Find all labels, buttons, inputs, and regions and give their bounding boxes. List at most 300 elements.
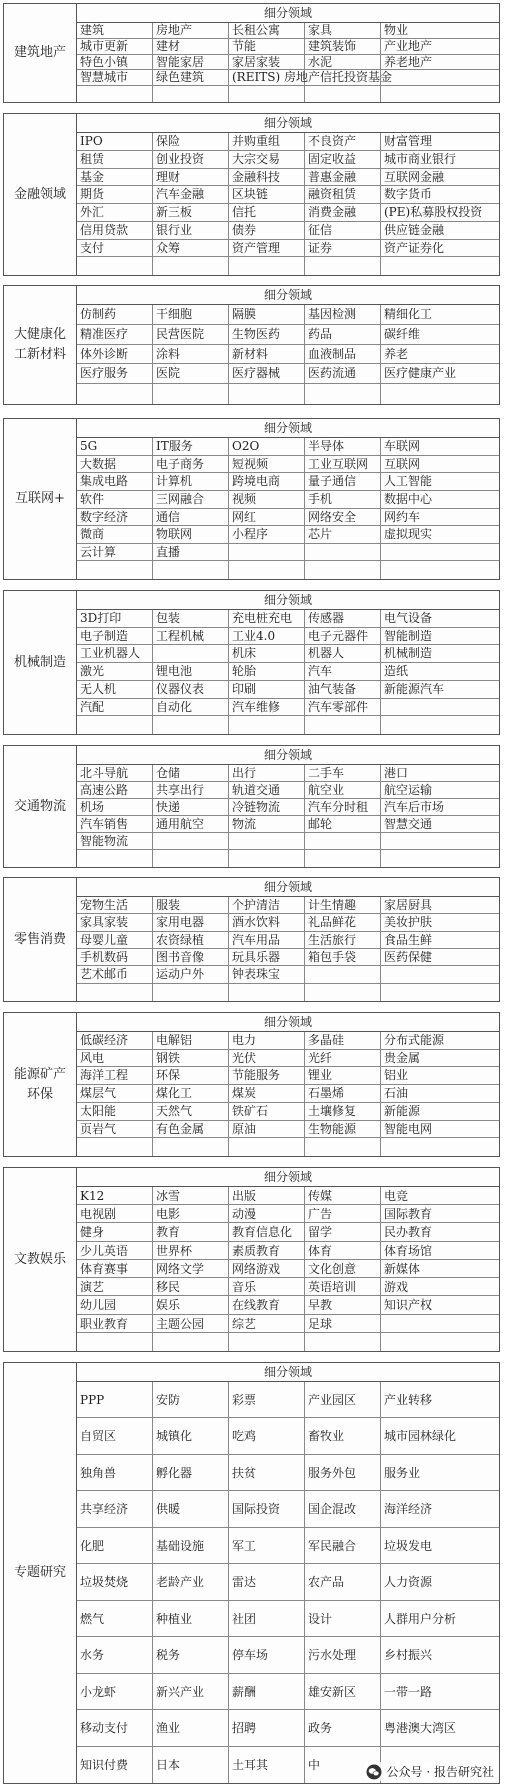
category-cell: 箱包手袋 <box>305 949 381 966</box>
category-cell: 智能制造 <box>381 628 499 646</box>
category-cell <box>229 833 305 850</box>
category-cell: 激光 <box>77 663 153 681</box>
category-grid <box>77 133 499 275</box>
section-0 <box>3 3 500 103</box>
category-cell: 移民 <box>153 1278 229 1296</box>
category-cell <box>77 257 153 275</box>
category-cell: 养老地产 <box>381 55 499 71</box>
category-cell: 机场 <box>77 799 153 816</box>
category-cell: 智能家居 <box>153 55 229 71</box>
category-cell: 网红 <box>229 509 305 527</box>
category-cell: 快递 <box>153 799 229 816</box>
category-cell: 钟表珠宝 <box>229 966 305 983</box>
category-cell: 煤层气 <box>77 1085 153 1103</box>
section-header: 细分领域 <box>77 1168 499 1187</box>
category-cell: 新能源 <box>381 1103 499 1121</box>
category-grid <box>77 765 499 867</box>
category-cell: 教育 <box>153 1223 229 1241</box>
section-header: 细分领域 <box>77 114 499 133</box>
category-cell: 体育场馆 <box>381 1242 499 1260</box>
category-cell: 物联网 <box>153 526 229 544</box>
category-cell <box>77 984 153 1001</box>
category-cell <box>305 1138 381 1156</box>
category-cell: 工业4.0 <box>229 628 305 646</box>
category-cell: 天然气 <box>153 1103 229 1121</box>
category-cell: 音乐 <box>229 1278 305 1296</box>
category-cell: 生物能源 <box>305 1121 381 1139</box>
category-cell <box>381 544 499 562</box>
category-cell: 债券 <box>229 222 305 240</box>
category-cell: 老龄产业 <box>153 1564 229 1600</box>
section-5 <box>3 745 500 868</box>
section-4 <box>3 590 500 735</box>
category-cell: 区块链 <box>229 186 305 204</box>
category-cell: 渔业 <box>153 1710 229 1746</box>
category-cell: 大宗交易 <box>229 151 305 169</box>
category-cell: 物业 <box>381 23 499 39</box>
category-cell: 金融科技 <box>229 169 305 187</box>
category-cell: 风电 <box>77 1050 153 1068</box>
category-grid <box>77 1032 499 1156</box>
category-cell: 艺术邮币 <box>77 966 153 983</box>
category-cell: 医药流通 <box>305 364 381 384</box>
category-cell: 创业投资 <box>153 151 229 169</box>
category-cell: 网约车 <box>381 509 499 527</box>
category-cell: 资产证券化 <box>381 240 499 258</box>
category-cell: IT服务 <box>153 438 229 456</box>
category-cell <box>229 384 305 404</box>
category-cell: 垃圾焚烧 <box>77 1564 153 1600</box>
category-cell: 汽车维修 <box>229 699 305 717</box>
category-cell: 美妆护肤 <box>381 914 499 931</box>
category-cell <box>77 86 153 102</box>
category-cell: 智能物流 <box>77 833 153 850</box>
category-cell: 通用航空 <box>153 816 229 833</box>
category-cell: 集成电路 <box>77 473 153 491</box>
category-cell: 期货 <box>77 186 153 204</box>
category-cell: 新三板 <box>153 204 229 222</box>
category-cell: 碳纤维 <box>381 325 499 345</box>
category-cell: 理财 <box>153 169 229 187</box>
category-cell <box>381 1138 499 1156</box>
section-header: 细分领域 <box>77 1363 499 1382</box>
category-cell: 邮轮 <box>305 816 381 833</box>
category-cell: 精细化工 <box>381 305 499 325</box>
category-cell: 长租公寓 <box>229 23 305 39</box>
category-cell <box>305 716 381 734</box>
category-cell: 信托 <box>229 204 305 222</box>
category-cell <box>153 833 229 850</box>
category-cell: 知识产权 <box>381 1296 499 1314</box>
category-cell: 体育 <box>305 1242 381 1260</box>
category-cell: 轨道交通 <box>229 782 305 799</box>
category-cell: 二手车 <box>305 765 381 782</box>
category-cell: 新兴产业 <box>153 1674 229 1710</box>
category-cell: 乡村振兴 <box>381 1637 499 1673</box>
category-cell: 普惠金融 <box>305 169 381 187</box>
category-cell: 医疗服务 <box>77 364 153 384</box>
category-cell: 包装 <box>153 610 229 628</box>
category-cell: 玩具乐器 <box>229 949 305 966</box>
category-cell: 造纸 <box>381 663 499 681</box>
category-cell: 高速公路 <box>77 782 153 799</box>
category-cell: 涂料 <box>153 345 229 365</box>
category-cell: 共享出行 <box>153 782 229 799</box>
section-table <box>77 286 499 404</box>
category-cell: 汽车销售 <box>77 816 153 833</box>
category-grid <box>77 1187 499 1351</box>
category-cell: 数字货币 <box>381 186 499 204</box>
category-cell <box>153 257 229 275</box>
category-grid <box>77 897 499 1001</box>
category-cell: 英语培训 <box>305 1278 381 1296</box>
category-cell: 政务 <box>305 1710 381 1746</box>
section-header: 细分领域 <box>77 286 499 305</box>
category-cell: 医疗器械 <box>229 364 305 384</box>
section-label: 能源矿产 环保 <box>4 1013 77 1156</box>
category-cell: 网络安全 <box>305 509 381 527</box>
category-cell: 城市园林绿化 <box>381 1418 499 1454</box>
category-cell: 多晶硅 <box>305 1032 381 1050</box>
category-cell: 油气装备 <box>305 681 381 699</box>
category-cell: 直播 <box>153 544 229 562</box>
category-cell <box>229 86 305 102</box>
category-cell: 锂业 <box>305 1067 381 1085</box>
category-cell: 软件 <box>77 491 153 509</box>
category-cell: 教育信息化 <box>229 1223 305 1241</box>
category-cell <box>305 984 381 1001</box>
category-cell: 产业转移 <box>381 1382 499 1418</box>
category-cell <box>229 850 305 867</box>
category-cell <box>153 716 229 734</box>
category-cell: 贵金属 <box>381 1050 499 1068</box>
category-grid <box>77 1382 499 1783</box>
category-cell <box>381 1315 499 1333</box>
category-cell: 传媒 <box>305 1187 381 1205</box>
category-cell: 药品 <box>305 325 381 345</box>
category-cell: 房地产 <box>153 23 229 39</box>
category-cell: 宠物生活 <box>77 897 153 914</box>
category-cell: 光伏 <box>229 1050 305 1068</box>
section-label: 专题研究 <box>4 1363 77 1783</box>
category-cell: 种植业 <box>153 1601 229 1637</box>
section-table <box>77 4 499 102</box>
category-cell: 量子通信 <box>305 473 381 491</box>
category-cell: 港口 <box>381 765 499 782</box>
category-cell: 雄安新区 <box>305 1674 381 1710</box>
category-cell: 畜牧业 <box>305 1418 381 1454</box>
category-cell: 基础设施 <box>153 1528 229 1564</box>
category-cell: 中 <box>305 1747 381 1783</box>
category-cell: 游戏 <box>381 1278 499 1296</box>
category-cell: 足球 <box>305 1315 381 1333</box>
category-cell: 国企混改 <box>305 1491 381 1527</box>
category-cell: 服务外包 <box>305 1455 381 1491</box>
category-cell: 国际教育 <box>381 1205 499 1223</box>
category-cell: 新材料 <box>229 345 305 365</box>
category-cell: 一带一路 <box>381 1674 499 1710</box>
section-table <box>77 1168 499 1351</box>
section-label: 建筑地产 <box>4 4 77 102</box>
section-1 <box>3 113 500 276</box>
category-cell <box>381 384 499 404</box>
section-table <box>77 591 499 734</box>
category-cell: 冰雪 <box>153 1187 229 1205</box>
category-cell <box>77 716 153 734</box>
category-cell: 并购重组 <box>229 133 305 151</box>
category-cell: 汽配 <box>77 699 153 717</box>
category-cell: 大数据 <box>77 456 153 474</box>
category-cell: IPO <box>77 133 153 151</box>
category-cell: 养老 <box>381 345 499 365</box>
category-cell: 扶贫 <box>229 1455 305 1491</box>
category-cell <box>305 1333 381 1351</box>
category-cell: 共享经济 <box>77 1491 153 1527</box>
category-cell: 电竞 <box>381 1187 499 1205</box>
category-cell: 农资绿植 <box>153 932 229 949</box>
category-cell: 产业地产 <box>381 39 499 55</box>
category-cell: 汽车用品 <box>229 932 305 949</box>
category-cell: 电视剧 <box>77 1205 153 1223</box>
category-cell: 停车场 <box>229 1637 305 1673</box>
category-grid <box>77 438 499 579</box>
category-cell: 电解铝 <box>153 1032 229 1050</box>
category-cell: 安防 <box>153 1382 229 1418</box>
category-cell: 礼品鲜花 <box>305 914 381 931</box>
watermark <box>363 1762 497 1781</box>
category-cell: 手机 <box>305 491 381 509</box>
category-cell: 手机数码 <box>77 949 153 966</box>
category-cell: 汽车 <box>305 663 381 681</box>
category-cell <box>153 850 229 867</box>
category-cell: (PE)私募股权投资 <box>381 204 499 222</box>
category-cell: 个护清洁 <box>229 897 305 914</box>
category-cell: 综艺 <box>229 1315 305 1333</box>
category-cell: 移动支付 <box>77 1710 153 1746</box>
category-cell: (REITS) 房地产信托投资基金 <box>229 70 305 86</box>
category-cell: 在线教育 <box>229 1296 305 1314</box>
section-label: 交通物流 <box>4 746 77 867</box>
category-cell: 云计算 <box>77 544 153 562</box>
category-cell: 海洋工程 <box>77 1067 153 1085</box>
section-3 <box>3 418 500 580</box>
category-cell: 机械制造 <box>381 645 499 663</box>
category-cell: 化肥 <box>77 1528 153 1564</box>
category-cell: 粤港澳大湾区 <box>381 1710 499 1746</box>
category-cell: 建筑 <box>77 23 153 39</box>
category-cell: 干细胞 <box>153 305 229 325</box>
category-cell: 太阳能 <box>77 1103 153 1121</box>
category-cell: 铝业 <box>381 1067 499 1085</box>
category-cell: 印刷 <box>229 681 305 699</box>
category-cell: 分布式能源 <box>381 1032 499 1050</box>
category-cell <box>305 850 381 867</box>
category-cell: 广告 <box>305 1205 381 1223</box>
category-cell: 留学 <box>305 1223 381 1241</box>
category-cell <box>77 384 153 404</box>
category-cell: 融资租赁 <box>305 186 381 204</box>
category-cell: 3D打印 <box>77 610 153 628</box>
section-header: 细分领域 <box>77 419 499 438</box>
section-header: 细分领域 <box>77 746 499 765</box>
category-cell: 煤化工 <box>153 1085 229 1103</box>
category-cell: 社团 <box>229 1601 305 1637</box>
category-cell: 页岩气 <box>77 1121 153 1139</box>
category-cell <box>229 716 305 734</box>
category-cell: 供暖 <box>153 1491 229 1527</box>
section-8 <box>3 1167 500 1352</box>
category-grid <box>77 305 499 404</box>
category-cell: 主题公园 <box>153 1315 229 1333</box>
section-label: 大健康化 工新材料 <box>4 286 77 404</box>
category-cell <box>153 1333 229 1351</box>
category-cell: 娱乐 <box>153 1296 229 1314</box>
category-cell: 汽车零部件 <box>305 699 381 717</box>
category-cell: 外汇 <box>77 204 153 222</box>
category-cell: 计算机 <box>153 473 229 491</box>
category-cell: 数据中心 <box>381 491 499 509</box>
category-cell: 工业互联网 <box>305 456 381 474</box>
category-cell: 小程序 <box>229 526 305 544</box>
category-cell: 工业机器人 <box>77 645 153 663</box>
category-cell <box>381 966 499 983</box>
section-9 <box>3 1362 500 1784</box>
category-cell: 节能服务 <box>229 1067 305 1085</box>
category-cell: 基因检测 <box>305 305 381 325</box>
category-cell: 基金 <box>77 169 153 187</box>
category-cell: 城市更新 <box>77 39 153 55</box>
category-cell <box>381 833 499 850</box>
category-cell: 仿制药 <box>77 305 153 325</box>
category-cell: 人力资源 <box>381 1564 499 1600</box>
category-grid <box>77 610 499 734</box>
category-cell <box>305 561 381 579</box>
category-cell: 汽车金融 <box>153 186 229 204</box>
category-cell: 日本 <box>153 1747 229 1783</box>
category-cell: 北斗导航 <box>77 765 153 782</box>
section-label: 零售消费 <box>4 878 77 1001</box>
category-cell <box>381 561 499 579</box>
category-cell: 水泥 <box>305 55 381 71</box>
category-cell: 体外诊断 <box>77 345 153 365</box>
category-cell: 垃圾发电 <box>381 1528 499 1564</box>
section-label: 机械制造 <box>4 591 77 734</box>
category-cell: K12 <box>77 1187 153 1205</box>
category-cell: 互联网金融 <box>381 169 499 187</box>
category-cell: 国际投资 <box>229 1491 305 1527</box>
category-cell: 职业教育 <box>77 1315 153 1333</box>
category-cell: 机器人 <box>305 645 381 663</box>
category-cell: 证券 <box>305 240 381 258</box>
section-table <box>77 1363 499 1783</box>
category-cell: 海洋经济 <box>381 1491 499 1527</box>
category-cell <box>305 966 381 983</box>
category-cell: 独角兽 <box>77 1455 153 1491</box>
category-cell <box>229 1138 305 1156</box>
section-table <box>77 114 499 275</box>
category-cell: 原油 <box>229 1121 305 1139</box>
category-cell <box>305 70 381 86</box>
category-cell: 通信 <box>153 509 229 527</box>
category-cell: 母婴儿童 <box>77 932 153 949</box>
category-cell: 人群用户分析 <box>381 1601 499 1637</box>
category-cell: 车联网 <box>381 438 499 456</box>
category-cell: 煤炭 <box>229 1085 305 1103</box>
category-cell: 供应链金融 <box>381 222 499 240</box>
category-cell: 自动化 <box>153 699 229 717</box>
category-cell: 微商 <box>77 526 153 544</box>
category-cell: 民办教育 <box>381 1223 499 1241</box>
section-header: 细分领域 <box>77 878 499 897</box>
category-cell <box>381 699 499 717</box>
category-cell: 信用贷款 <box>77 222 153 240</box>
category-cell <box>153 384 229 404</box>
category-cell: 节能 <box>229 39 305 55</box>
category-cell: 运动户外 <box>153 966 229 983</box>
category-cell: 医药保健 <box>381 949 499 966</box>
category-cell: 众筹 <box>153 240 229 258</box>
category-cell: 孵化器 <box>153 1455 229 1491</box>
section-header: 细分领域 <box>77 591 499 610</box>
category-cell: 虚拟现实 <box>381 526 499 544</box>
category-cell: 新媒体 <box>381 1260 499 1278</box>
category-cell: 互联网 <box>381 456 499 474</box>
category-cell: 少儿英语 <box>77 1242 153 1260</box>
category-cell: 冷链物流 <box>229 799 305 816</box>
category-cell: 建材 <box>153 39 229 55</box>
category-cell: 燃气 <box>77 1601 153 1637</box>
category-cell <box>381 984 499 1001</box>
category-cell <box>77 850 153 867</box>
category-cell: 租赁 <box>77 151 153 169</box>
category-cell <box>305 544 381 562</box>
category-cell: 航空业 <box>305 782 381 799</box>
category-cell: 出版 <box>229 1187 305 1205</box>
category-cell: 短视频 <box>229 456 305 474</box>
category-cell: 电力 <box>229 1032 305 1050</box>
section-6 <box>3 877 500 1002</box>
section-header: 细分领域 <box>77 1013 499 1032</box>
category-cell: 绿色建筑 <box>153 70 229 86</box>
category-cell <box>381 1333 499 1351</box>
category-cell: 建筑装饰 <box>305 39 381 55</box>
category-cell: 支付 <box>77 240 153 258</box>
category-cell: 军民融合 <box>305 1528 381 1564</box>
category-cell: 素质教育 <box>229 1242 305 1260</box>
category-cell: 小龙虾 <box>77 1674 153 1710</box>
category-cell: 跨境电商 <box>229 473 305 491</box>
category-cell: 无人机 <box>77 681 153 699</box>
category-cell: 精准医疗 <box>77 325 153 345</box>
category-cell: 城镇化 <box>153 1418 229 1454</box>
category-cell: 动漫 <box>229 1205 305 1223</box>
category-cell: 电子元器件 <box>305 628 381 646</box>
category-cell <box>77 1138 153 1156</box>
category-cell: 机床 <box>229 645 305 663</box>
category-cell: 世界杯 <box>153 1242 229 1260</box>
watermark-text: 公众号 · 报告研究社 <box>386 1765 494 1779</box>
section-table <box>77 878 499 1001</box>
category-cell: 芯片 <box>305 526 381 544</box>
category-cell <box>381 257 499 275</box>
category-cell: 智慧城市 <box>77 70 153 86</box>
category-cell: 酒水饮料 <box>229 914 305 931</box>
section-2 <box>3 285 500 405</box>
category-cell <box>153 645 229 663</box>
category-cell: 银行业 <box>153 222 229 240</box>
category-cell: 服务业 <box>381 1455 499 1491</box>
category-cell: 汽车后市场 <box>381 799 499 816</box>
